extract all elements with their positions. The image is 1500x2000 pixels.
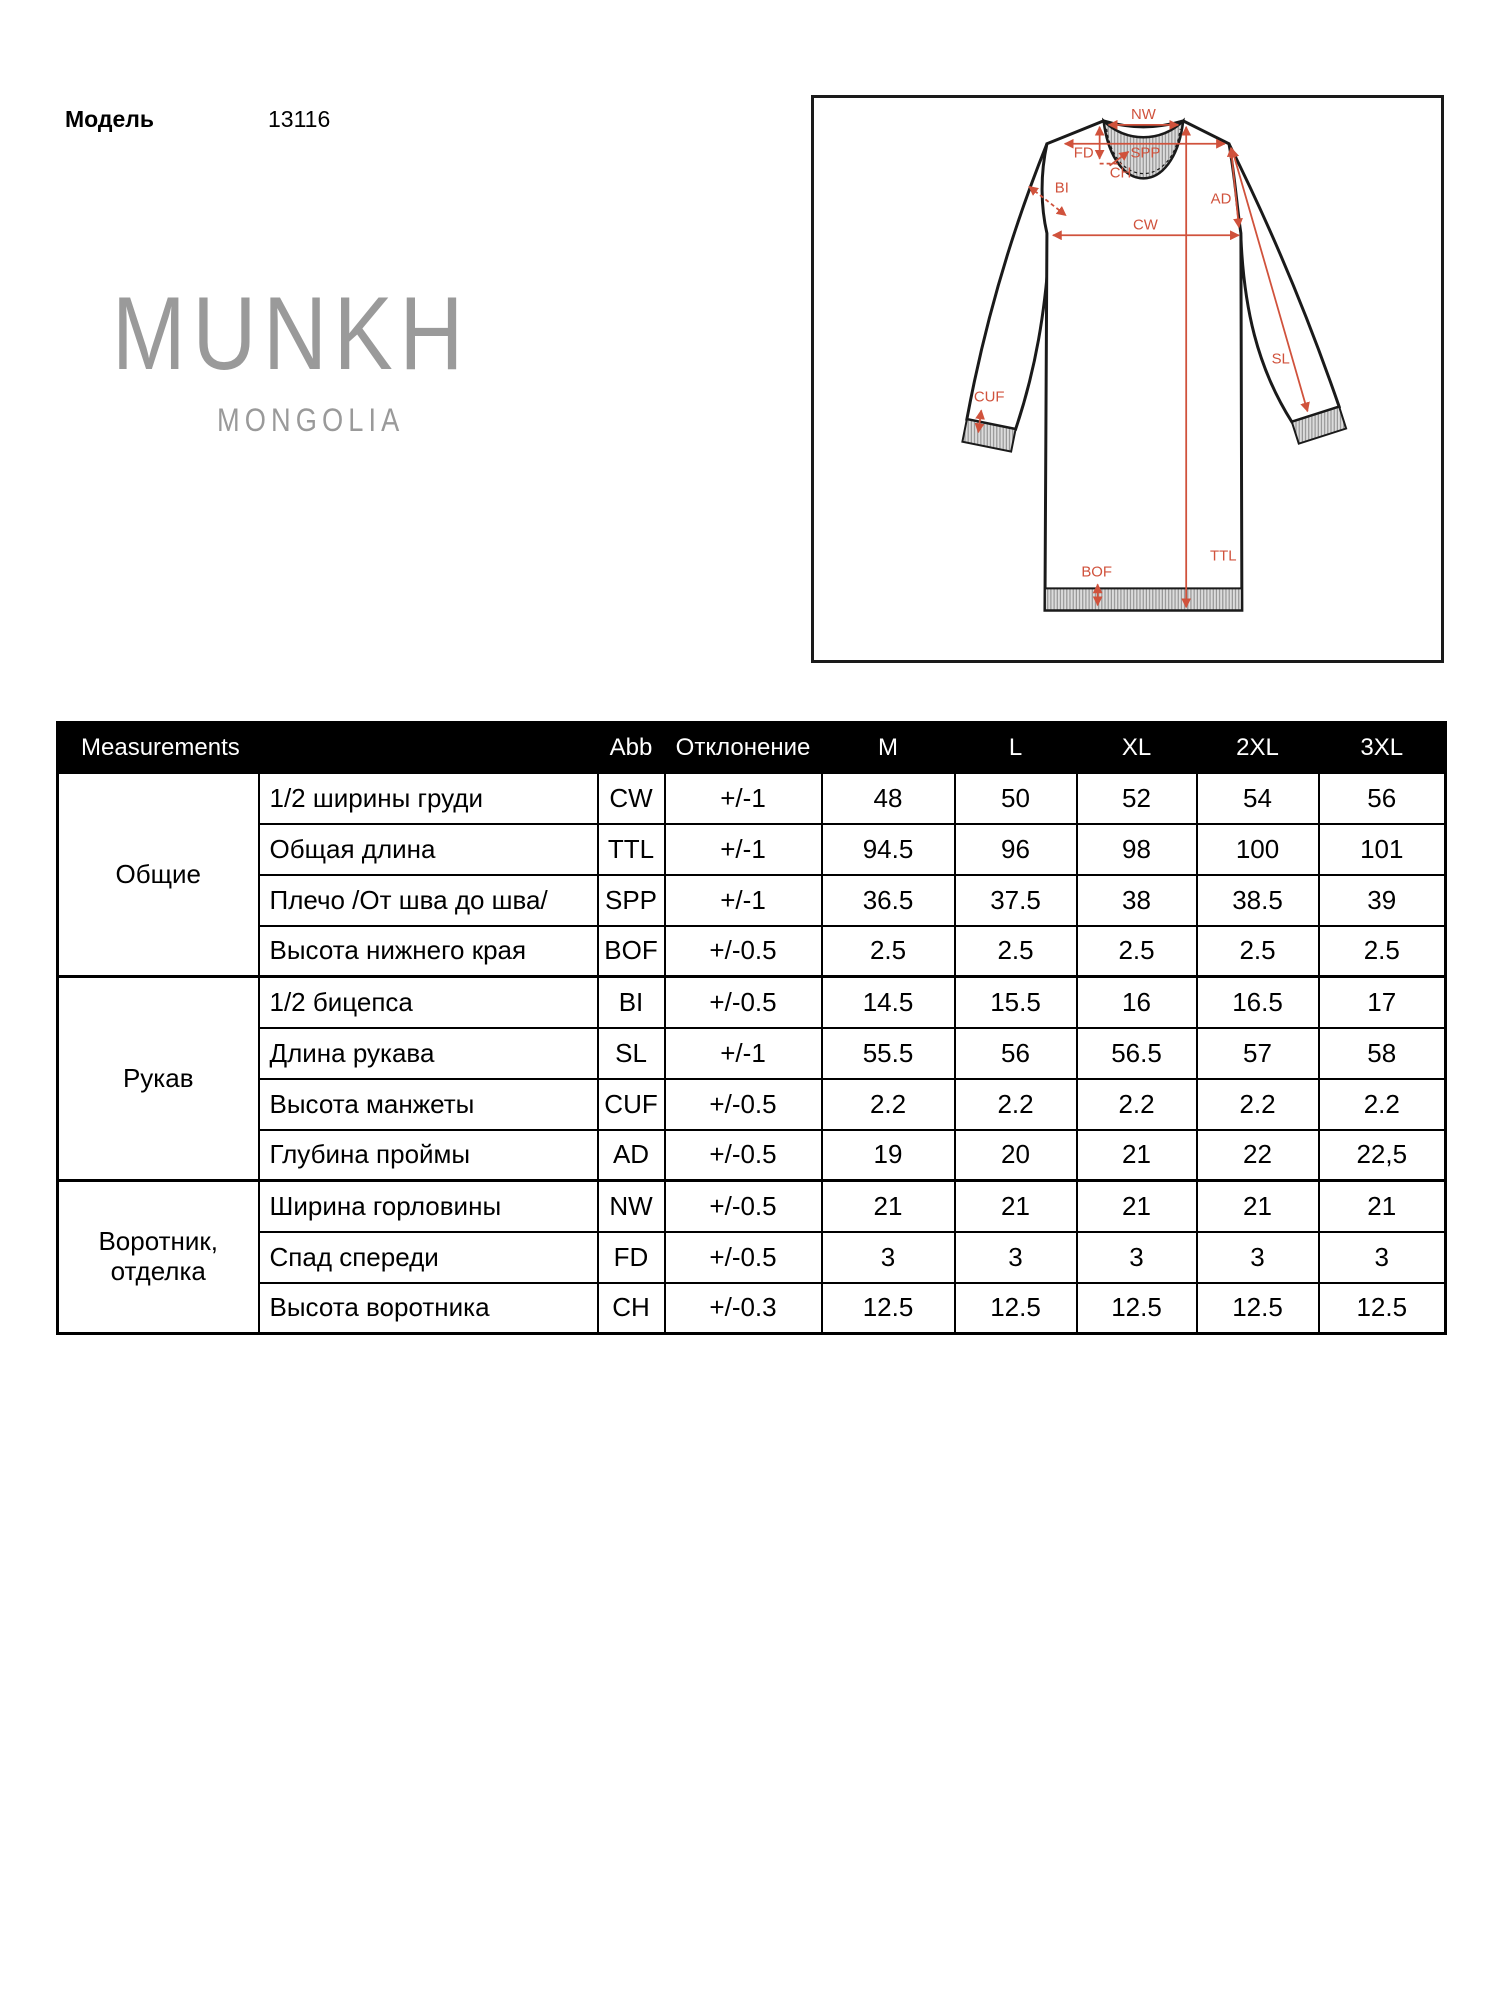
cw-label: CW (1132, 216, 1158, 234)
row-label: Высота манжеты (259, 1079, 598, 1130)
row-tolerance: +/-0.3 (665, 1283, 822, 1334)
table-row (58, 1130, 1446, 1181)
size-value: 36.5 (822, 875, 955, 926)
hem-band (1045, 588, 1242, 610)
row-label: Длина рукава (259, 1028, 598, 1079)
size-value: 2.2 (1319, 1079, 1446, 1130)
garment-sketch (814, 98, 1441, 660)
row-abb: TTL (598, 824, 665, 875)
header-size-xl: XL (1077, 723, 1197, 773)
header-size-3xl: 3XL (1319, 723, 1446, 773)
size-value: 2.5 (1319, 926, 1446, 977)
row-abb: BOF (598, 926, 665, 977)
size-value: 16 (1077, 977, 1197, 1028)
bof-label: BOF (1081, 563, 1112, 581)
row-abb: CW (598, 773, 665, 824)
size-value: 101 (1319, 824, 1446, 875)
table-row (58, 824, 1446, 875)
row-abb: AD (598, 1130, 665, 1181)
ad-label: AD (1210, 190, 1232, 208)
group-label: Общие (58, 773, 259, 977)
size-value: 2.2 (1197, 1079, 1319, 1130)
sleeve-right (1229, 144, 1339, 422)
row-label: 1/2 бицепса (259, 977, 598, 1028)
size-value: 2.2 (955, 1079, 1077, 1130)
table-row (58, 1283, 1446, 1334)
size-value: 3 (822, 1232, 955, 1283)
size-value: 38 (1077, 875, 1197, 926)
size-value: 22,5 (1319, 1130, 1446, 1181)
size-value: 3 (1319, 1232, 1446, 1283)
size-value: 2.2 (1077, 1079, 1197, 1130)
row-label: Высота воротника (259, 1283, 598, 1334)
model-row (65, 106, 331, 133)
size-value: 55.5 (822, 1028, 955, 1079)
row-abb: CUF (598, 1079, 665, 1130)
brand-logo-subtitle: MONGOLIA (217, 402, 405, 438)
size-value: 2.5 (822, 926, 955, 977)
size-value: 15.5 (955, 977, 1077, 1028)
row-tolerance: +/-0.5 (665, 926, 822, 977)
model-label: Модель (65, 106, 155, 132)
size-value: 21 (1197, 1181, 1319, 1232)
size-value: 98 (1077, 824, 1197, 875)
row-label: Ширина горловины (259, 1181, 598, 1232)
model-number: 13116 (268, 106, 331, 132)
size-value: 3 (1197, 1232, 1319, 1283)
size-value: 14.5 (822, 977, 955, 1028)
table-row (58, 875, 1446, 926)
size-value: 12.5 (955, 1283, 1077, 1334)
row-label: Плечо /От шва до шва/ (259, 875, 598, 926)
header-measurements: Measurements (58, 723, 598, 773)
row-tolerance: +/-1 (665, 773, 822, 824)
size-value: 52 (1077, 773, 1197, 824)
size-value: 2.5 (1077, 926, 1197, 977)
row-tolerance: +/-0.5 (665, 1232, 822, 1283)
table-row (58, 1028, 1446, 1079)
table-row (58, 1079, 1446, 1130)
ch-label: CH (1109, 164, 1132, 182)
row-abb: BI (598, 977, 665, 1028)
row-tolerance: +/-0.5 (665, 1130, 822, 1181)
size-value: 12.5 (822, 1283, 955, 1334)
size-value: 2.5 (1197, 926, 1319, 977)
row-tolerance: +/-0.5 (665, 1181, 822, 1232)
row-abb: SPP (598, 875, 665, 926)
row-tolerance: +/-1 (665, 875, 822, 926)
size-value: 12.5 (1077, 1283, 1197, 1334)
table-row (58, 977, 1446, 1028)
row-tolerance: +/-1 (665, 824, 822, 875)
size-value: 16.5 (1197, 977, 1319, 1028)
size-value: 56.5 (1077, 1028, 1197, 1079)
size-value: 21 (1077, 1130, 1197, 1181)
row-label: Спад спереди (259, 1232, 598, 1283)
size-value: 37.5 (955, 875, 1077, 926)
size-value: 50 (955, 773, 1077, 824)
size-value: 94.5 (822, 824, 955, 875)
row-label: Высота нижнего края (259, 926, 598, 977)
size-value: 21 (822, 1181, 955, 1232)
measurements-table-body (58, 773, 1446, 1334)
bi-label: BI (1054, 179, 1069, 197)
row-tolerance: +/-0.5 (665, 977, 822, 1028)
size-value: 12.5 (1319, 1283, 1446, 1334)
table-row (58, 1181, 1446, 1232)
sleeve-left (967, 144, 1050, 429)
header-size-l: L (955, 723, 1077, 773)
table-row (58, 773, 1446, 824)
group-label: Воротник, отделка (58, 1181, 259, 1334)
size-value: 100 (1197, 824, 1319, 875)
size-value: 17 (1319, 977, 1446, 1028)
size-value: 48 (822, 773, 955, 824)
nw-label: NW (1130, 105, 1156, 123)
row-label: Общая длина (259, 824, 598, 875)
size-value: 56 (955, 1028, 1077, 1079)
size-value: 22 (1197, 1130, 1319, 1181)
group-label: Рукав (58, 977, 259, 1181)
row-abb: CH (598, 1283, 665, 1334)
row-abb: NW (598, 1181, 665, 1232)
row-tolerance: +/-0.5 (665, 1079, 822, 1130)
header-abb: Abb (598, 723, 665, 773)
size-value: 21 (1319, 1181, 1446, 1232)
size-value: 19 (822, 1130, 955, 1181)
size-value: 2.5 (955, 926, 1077, 977)
ttl-label: TTL (1210, 547, 1237, 565)
size-value: 2.2 (822, 1079, 955, 1130)
header-tolerance: Отклонение (665, 723, 822, 773)
spp-label: SPP (1130, 144, 1161, 162)
table-row (58, 1232, 1446, 1283)
table-row (58, 926, 1446, 977)
measurements-table (56, 721, 1447, 1335)
size-value: 96 (955, 824, 1077, 875)
size-value: 12.5 (1197, 1283, 1319, 1334)
table-header-row (58, 723, 1446, 773)
header-size-2xl: 2XL (1197, 723, 1319, 773)
size-value: 57 (1197, 1028, 1319, 1079)
garment-sketch-box (811, 95, 1444, 663)
header-size-m: M (822, 723, 955, 773)
size-value: 39 (1319, 875, 1446, 926)
row-label: Глубина проймы (259, 1130, 598, 1181)
row-abb: SL (598, 1028, 665, 1079)
row-label: 1/2 ширины груди (259, 773, 598, 824)
size-value: 21 (1077, 1181, 1197, 1232)
row-tolerance: +/-1 (665, 1028, 822, 1079)
row-abb: FD (598, 1232, 665, 1283)
size-value: 58 (1319, 1028, 1446, 1079)
size-value: 3 (955, 1232, 1077, 1283)
size-value: 56 (1319, 773, 1446, 824)
sl-label: SL (1271, 350, 1290, 368)
size-value: 54 (1197, 773, 1319, 824)
size-value: 21 (955, 1181, 1077, 1232)
size-value: 20 (955, 1130, 1077, 1181)
fd-label: FD (1073, 144, 1094, 162)
cuf-label: CUF (973, 388, 1005, 406)
size-value: 3 (1077, 1232, 1197, 1283)
brand-logo: MUNKH (112, 276, 471, 392)
size-value: 38.5 (1197, 875, 1319, 926)
